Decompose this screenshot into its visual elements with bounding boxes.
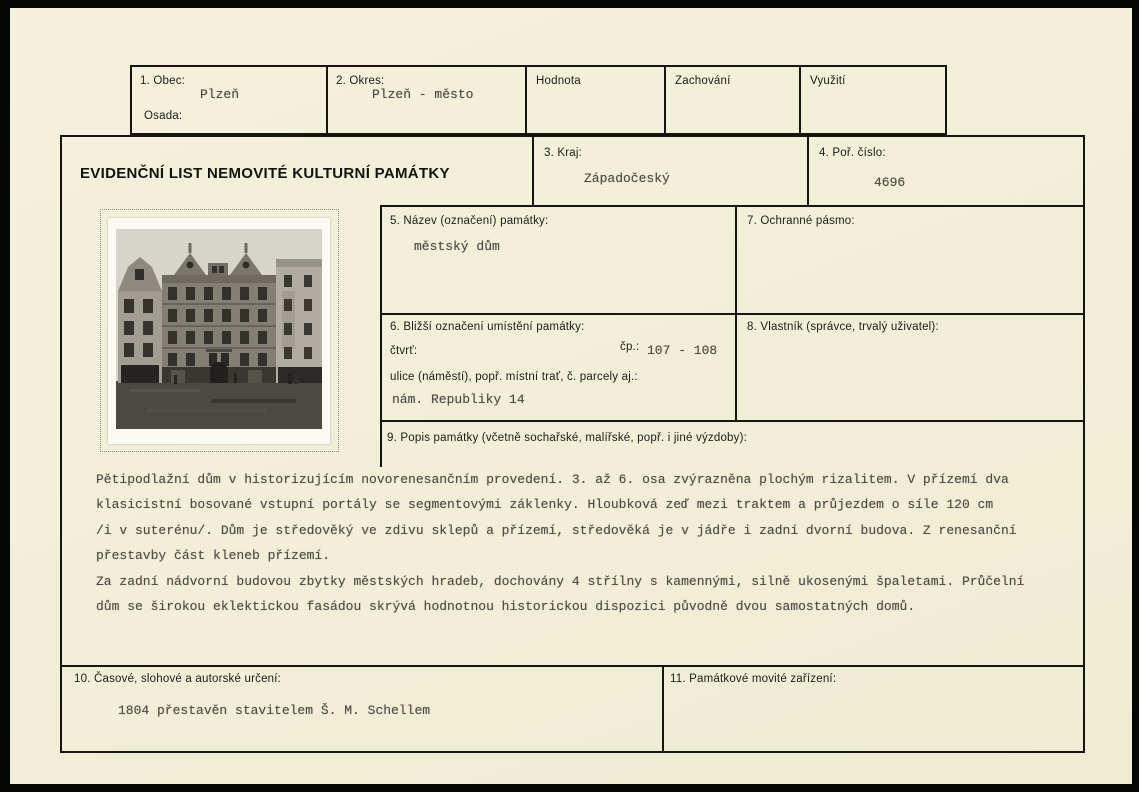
vyuziti-label: Využití bbox=[810, 75, 846, 87]
divider bbox=[662, 665, 664, 751]
divider bbox=[380, 205, 382, 467]
divider bbox=[380, 313, 1083, 315]
pamatkove-zarizeni-label: 11. Památkové movité zařízení: bbox=[670, 673, 837, 685]
ulice-label: ulice (náměstí), popř. místní trať, č. parcely aj.: bbox=[390, 371, 638, 383]
field-zachovani bbox=[666, 67, 801, 133]
obec-value: Plzeň bbox=[200, 87, 240, 102]
hodnota-label: Hodnota bbox=[536, 75, 581, 87]
top-header-table bbox=[130, 65, 947, 135]
okres-label: 2. Okres: bbox=[336, 75, 385, 87]
field-okres bbox=[328, 67, 527, 133]
nazev-value: městský dům bbox=[414, 239, 500, 254]
cp-value: 107 - 108 bbox=[647, 343, 718, 358]
popis-line: /i v suterénu/. Dům je středověký ve zdivu sklepů a přízemí, středověká je v jádře i zadní dvorní budova. Z renesanční bbox=[96, 522, 1017, 538]
nazev-label: 5. Název (označení) památky: bbox=[390, 215, 549, 227]
popis-line: Pětipodlažní dům v historizujícím novorenesančním provedení. 3. až 6. osa zvýrazněna plochým rizalitem. V přízemí dva bbox=[96, 472, 1009, 487]
okres-value: Plzeň - město bbox=[372, 87, 474, 102]
monument-photo bbox=[116, 229, 322, 429]
popis-line: Za zadní nádvorní budovou zbytky městských hradeb, dochovány 4 střílny s kamennými, silně ukosenými špaletami. Průčelní bbox=[96, 573, 1025, 589]
scanned-card-paper bbox=[10, 8, 1132, 784]
obec-label: 1. Obec: bbox=[140, 75, 186, 87]
field-obec bbox=[132, 67, 328, 133]
popis-line: dům se širokou eklektickou fasádou skrývá hodnotnou historickou dispozici původně dvou samostatných domů. bbox=[96, 599, 916, 615]
divider bbox=[380, 205, 1083, 207]
osada-label: Osada: bbox=[144, 110, 183, 122]
cp-label: čp.: bbox=[620, 341, 640, 353]
field-vyuziti bbox=[801, 67, 945, 133]
vlastnik-label: 8. Vlastník (správce, trvalý uživatel): bbox=[747, 321, 939, 333]
kraj-label: 3. Kraj: bbox=[544, 147, 583, 159]
por-cislo-label: 4. Poř. číslo: bbox=[819, 147, 886, 159]
popis-text bbox=[96, 467, 1071, 619]
blizsi-oznaceni-label: 6. Bližší označení umístění památky: bbox=[390, 321, 585, 333]
popis-label: 9. Popis památky (včetně sochařské, malířské, popř. i jiné výzdoby): bbox=[387, 432, 748, 444]
photo-paper bbox=[108, 218, 330, 444]
page-title: EVIDENČNÍ LIST NEMOVITÉ KULTURNÍ PAMÁTKY bbox=[80, 165, 450, 182]
ulice-value: nám. Republiky 14 bbox=[392, 392, 525, 407]
field-hodnota bbox=[527, 67, 666, 133]
divider bbox=[62, 665, 1083, 667]
ochranne-pasmo-label: 7. Ochranné pásmo: bbox=[747, 215, 855, 227]
casove-urceni-label: 10. Časové, slohové a autorské určení: bbox=[74, 673, 282, 685]
por-cislo-value: 4696 bbox=[874, 175, 906, 190]
divider bbox=[807, 137, 809, 205]
popis-line: přestavby část kleneb přízemí. bbox=[96, 548, 331, 564]
divider bbox=[380, 420, 1083, 422]
zachovani-label: Zachování bbox=[675, 75, 731, 87]
kraj-value: Západočeský bbox=[584, 171, 670, 186]
casove-urceni-value: 1804 přestavěn stavitelem Š. M. Schellem bbox=[118, 703, 431, 718]
ctvrt-label: čtvrť: bbox=[390, 345, 418, 357]
photo-frame bbox=[100, 209, 339, 452]
popis-line: klasicistní bosované vstupní portály se segmentovými záklenky. Hloubková zeď mezi traktem a průjezdem o síle 120 cm bbox=[96, 497, 994, 513]
monument-record-card bbox=[60, 135, 1085, 753]
